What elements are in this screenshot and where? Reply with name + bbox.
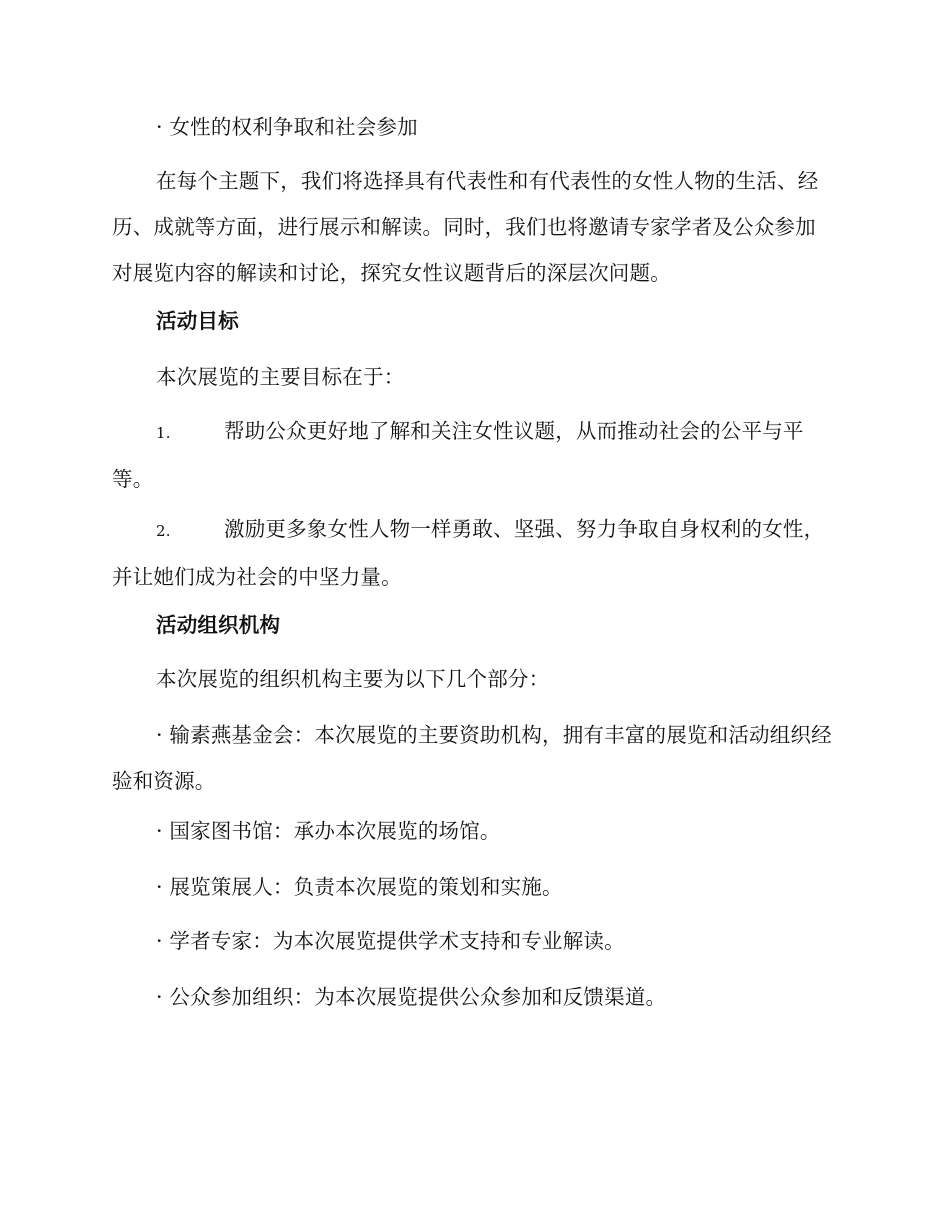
goals-intro: 本次展览的主要目标在于： — [156, 365, 405, 389]
goal-item-2 — [112, 506, 836, 600]
organization-intro: 本次展览的组织机构主要为以下几个部分： — [156, 667, 550, 691]
heading-goals: 活动目标 — [156, 309, 239, 333]
org-item-foundation: · 输素燕基金会：本次展览的主要资助机构，拥有丰富的展览和活动组织经验和资源。 — [112, 723, 832, 793]
themes-paragraph: 在每个主题下，我们将选择具有代表性和有代表性的女性人物的生活、经历、成就等方面，进行展示和解读。同时，我们也将邀请专家学者及公众参加对展览内容的解读和讨论，探究女性议题背后的深层次问题。 — [112, 169, 819, 285]
goal-text: 帮助公众更好地了解和关注女性议题，从而推动社会的公平与平等。 — [112, 419, 804, 491]
goal-number: 2. — [156, 522, 171, 540]
goal-text: 激励更多象女性人物一样勇敢、坚强、努力争取自身权利的女性，并让她们成为社会的中坚力量。 — [112, 517, 825, 589]
bullet-women-rights: · 女性的权利争取和社会参加 — [156, 115, 418, 139]
org-item-scholars: · 学者专家：为本次展览提供学术支持和专业解读。 — [156, 929, 625, 953]
org-item-curator: · 展览策展人：负责本次展览的策划和实施。 — [156, 875, 563, 899]
org-item-library: · 国家图书馆：承办本次展览的场馆。 — [156, 819, 501, 843]
org-item-public: · 公众参加组织：为本次展览提供公众参加和反馈渠道。 — [156, 985, 667, 1009]
heading-organization: 活动组织机构 — [156, 613, 281, 637]
goal-number: 1. — [156, 424, 171, 442]
goal-item-1 — [112, 408, 836, 502]
